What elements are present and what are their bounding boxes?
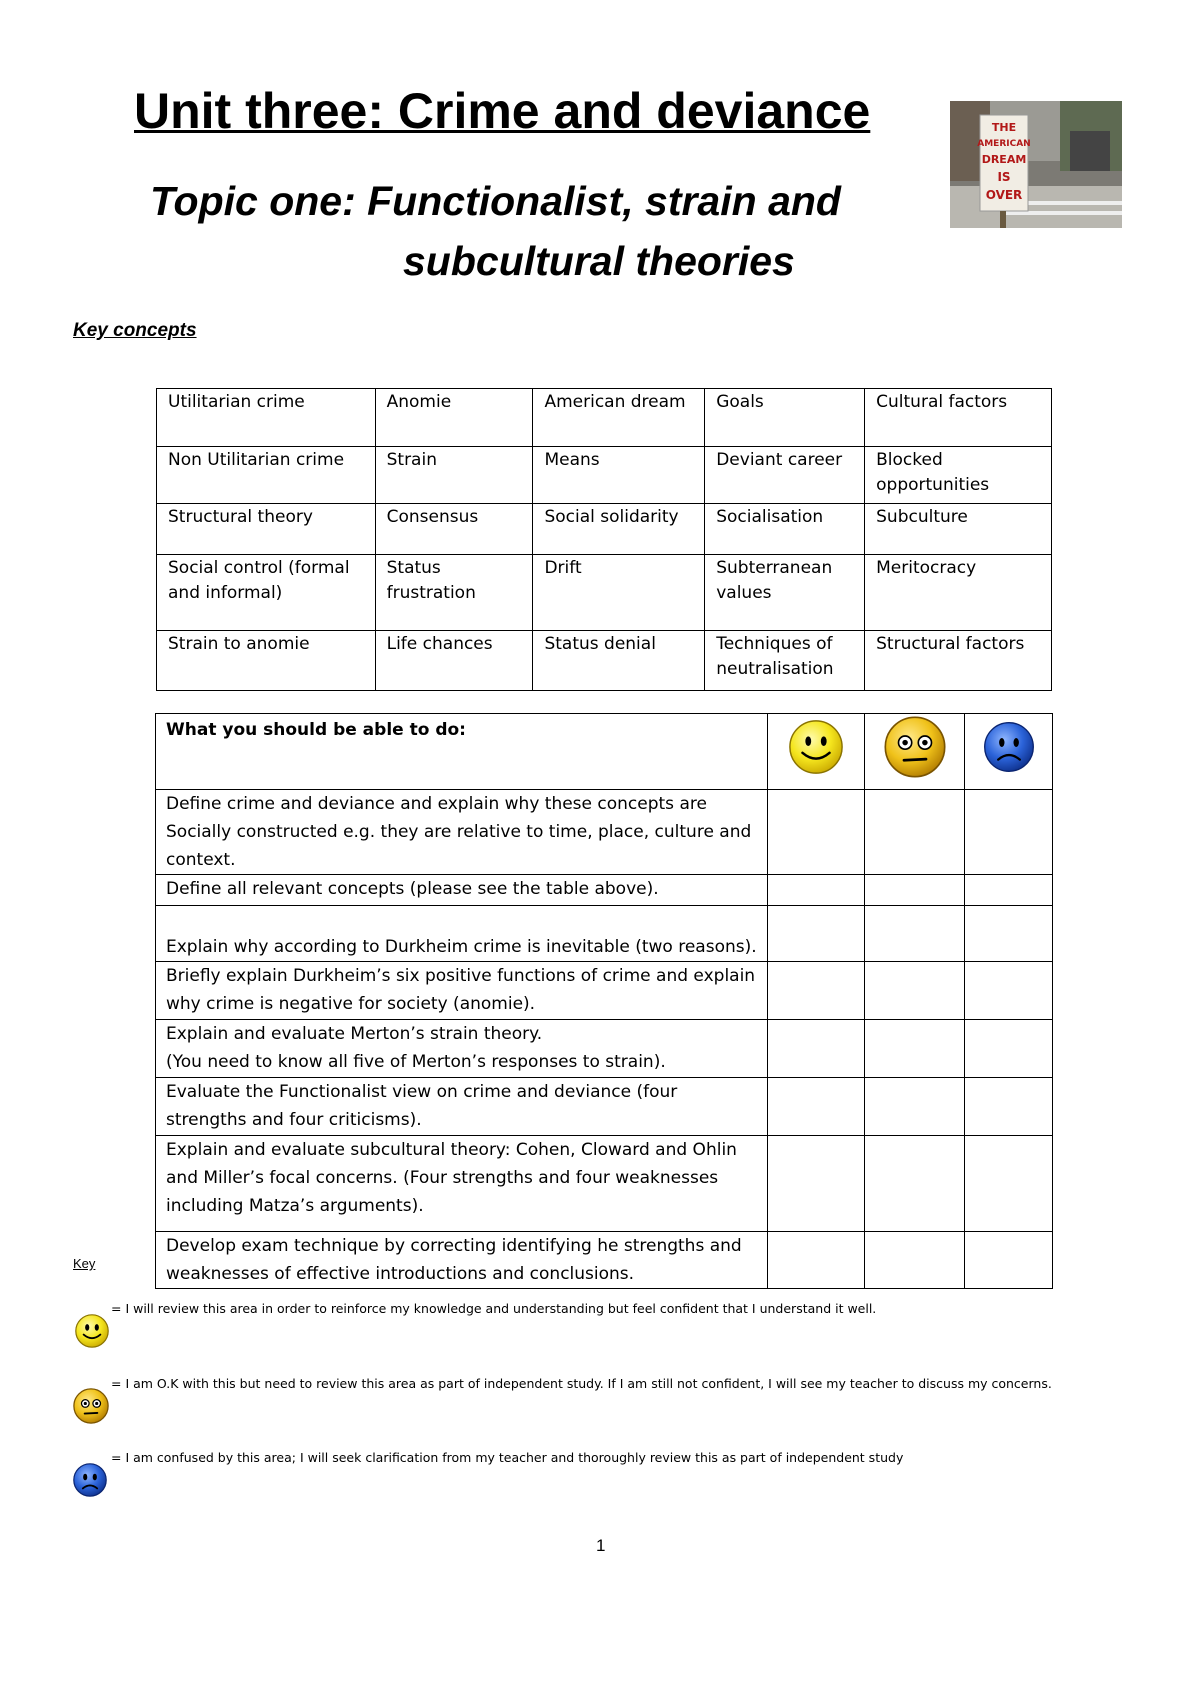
concept-cell: Subculture xyxy=(865,504,1052,555)
rating-cell-neutral[interactable] xyxy=(865,962,965,1020)
page-number: 1 xyxy=(596,1536,606,1555)
rating-cell-neutral[interactable] xyxy=(865,790,965,875)
sign-text-3: DREAM xyxy=(981,153,1027,166)
skill-text-note: (You need to know all five of Merton’s responses to strain). xyxy=(166,1052,666,1072)
rating-cell-neutral[interactable] xyxy=(865,1232,965,1289)
key-text-ok: = I am O.K with this but need to review this area as part of independent study. If I am still not confident, I will see my teacher to discuss my concerns. xyxy=(111,1376,1052,1391)
sign-text-2: AMERICAN xyxy=(977,139,1031,149)
key-concepts-heading: Key concepts xyxy=(73,320,197,341)
concept-cell: Structural theory xyxy=(157,504,376,555)
sign-text-1: THE xyxy=(991,121,1017,134)
rating-cell-sad[interactable] xyxy=(965,906,1053,962)
skill-row xyxy=(156,906,1053,962)
skill-text: Explain and evaluate subcultural theory: Cohen, Cloward and Ohlin and Miller’s focal concerns. (Four strengths and four weaknesses including Matza’s arguments). xyxy=(156,1136,768,1232)
rating-cell-neutral[interactable] xyxy=(865,1136,965,1232)
concept-row xyxy=(157,631,1052,691)
page-title: Unit three: Crime and deviance xyxy=(134,83,871,139)
sad-face-icon xyxy=(72,1462,108,1498)
key-label: Key xyxy=(73,1256,96,1271)
skill-text: Explain why according to Durkheim crime is inevitable (two reasons). xyxy=(156,906,768,962)
rating-cell-happy[interactable] xyxy=(768,906,865,962)
skill-row xyxy=(156,962,1053,1020)
rating-cell-neutral[interactable] xyxy=(865,1020,965,1078)
concept-row xyxy=(157,555,1052,631)
neutral-face-icon xyxy=(72,1387,110,1425)
concept-cell: Subterranean values xyxy=(705,555,865,631)
concept-cell: Deviant career xyxy=(705,447,865,504)
key-text-confident: = I will review this area in order to reinforce my knowledge and understanding but feel confident that I understand it well. xyxy=(111,1301,877,1316)
topic-title-line1: Topic one: Functionalist, strain and xyxy=(150,178,841,224)
skill-text-group xyxy=(156,1020,768,1078)
concept-cell: Drift xyxy=(533,555,705,631)
concept-cell: Goals xyxy=(705,389,865,447)
concept-cell: Meritocracy xyxy=(865,555,1052,631)
concept-cell: Structural factors xyxy=(865,631,1052,691)
self-assessment-header-row xyxy=(156,714,1053,790)
skill-row xyxy=(156,1020,1053,1078)
rating-cell-sad[interactable] xyxy=(965,875,1053,906)
skill-text: Define crime and deviance and explain why these concepts are Socially constructed e.g. they are relative to time, place, culture and context. xyxy=(156,790,768,875)
rating-cell-neutral[interactable] xyxy=(865,1078,965,1136)
rating-cell-happy[interactable] xyxy=(768,962,865,1020)
concept-cell: Blocked opportunities xyxy=(865,447,1052,504)
concept-cell: Life chances xyxy=(375,631,533,691)
concept-cell: Techniques of neutralisation xyxy=(705,631,865,691)
concept-cell: Social control (formal and informal) xyxy=(157,555,376,631)
skill-row xyxy=(156,875,1053,906)
skill-row xyxy=(156,790,1053,875)
concept-cell: Anomie xyxy=(375,389,533,447)
neutral-face-icon xyxy=(865,714,965,790)
key-concepts-table xyxy=(156,388,1052,691)
rating-cell-neutral[interactable] xyxy=(865,906,965,962)
rating-cell-happy[interactable] xyxy=(768,790,865,875)
happy-face-icon xyxy=(74,1313,110,1349)
skills-header: What you should be able to do: xyxy=(156,714,768,790)
skill-text: Explain and evaluate Merton’s strain theory. xyxy=(166,1024,543,1044)
skill-row xyxy=(156,1232,1053,1289)
rating-cell-sad[interactable] xyxy=(965,1136,1053,1232)
concept-cell: Status frustration xyxy=(375,555,533,631)
rating-cell-happy[interactable] xyxy=(768,1078,865,1136)
concept-row xyxy=(157,447,1052,504)
rating-cell-sad[interactable] xyxy=(965,1232,1053,1289)
sign-text-4: IS xyxy=(997,170,1011,184)
happy-face-icon xyxy=(768,714,865,790)
rating-cell-sad[interactable] xyxy=(965,962,1053,1020)
skill-text: Develop exam technique by correcting identifying he strengths and weaknesses of effective introductions and conclusions. xyxy=(156,1232,768,1289)
concept-row xyxy=(157,389,1052,447)
self-assessment-table xyxy=(155,713,1053,1289)
concept-cell: Cultural factors xyxy=(865,389,1052,447)
skill-text: Define all relevant concepts (please see the table above). xyxy=(156,875,768,906)
rating-cell-happy[interactable] xyxy=(768,1232,865,1289)
concept-cell: Strain xyxy=(375,447,533,504)
concept-cell: Utilitarian crime xyxy=(157,389,376,447)
concept-cell: Social solidarity xyxy=(533,504,705,555)
rating-cell-neutral[interactable] xyxy=(865,875,965,906)
rating-cell-happy[interactable] xyxy=(768,875,865,906)
concept-row xyxy=(157,504,1052,555)
skill-row xyxy=(156,1136,1053,1232)
american-dream-photo xyxy=(950,101,1122,228)
sign-text-5: OVER xyxy=(985,188,1023,202)
topic-title-line2: subcultural theories xyxy=(403,238,795,284)
concept-cell: Consensus xyxy=(375,504,533,555)
concept-cell: Non Utilitarian crime xyxy=(157,447,376,504)
skill-text: Evaluate the Functionalist view on crime and deviance (four strengths and four criticisms). xyxy=(156,1078,768,1136)
key-text-confused: = I am confused by this area; I will seek clarification from my teacher and thoroughly review this as part of independent study xyxy=(111,1450,904,1465)
concept-cell: American dream xyxy=(533,389,705,447)
concept-cell: Status denial xyxy=(533,631,705,691)
rating-cell-sad[interactable] xyxy=(965,1020,1053,1078)
sad-face-icon xyxy=(965,714,1053,790)
rating-cell-happy[interactable] xyxy=(768,1020,865,1078)
concept-cell: Means xyxy=(533,447,705,504)
skill-text: Briefly explain Durkheim’s six positive functions of crime and explain why crime is negative for society (anomie). xyxy=(156,962,768,1020)
rating-cell-sad[interactable] xyxy=(965,1078,1053,1136)
skill-row xyxy=(156,1078,1053,1136)
rating-cell-sad[interactable] xyxy=(965,790,1053,875)
concept-cell: Socialisation xyxy=(705,504,865,555)
rating-cell-happy[interactable] xyxy=(768,1136,865,1232)
concept-cell: Strain to anomie xyxy=(157,631,376,691)
